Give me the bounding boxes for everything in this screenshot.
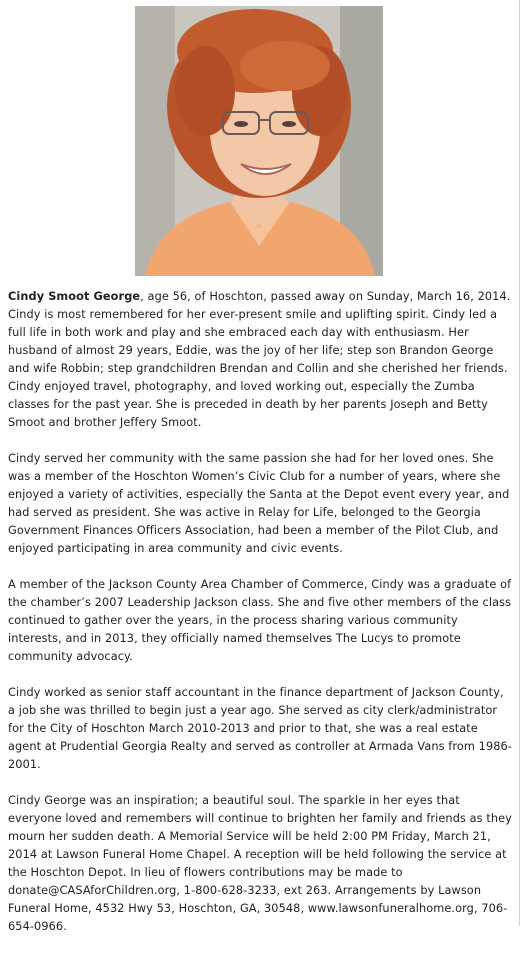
paragraph-intro [8, 288, 512, 432]
deceased-name: Cindy Smoot George [8, 290, 141, 303]
obituary-text [8, 288, 512, 954]
paragraph-memorial: Cindy George was an inspiration; a beautiful soul. The sparkle in her eyes that everyone loved and remembers will continue to brighten her family and friends as they mourn her sudden death. A Memorial Service will be held 2:00 PM Friday, March 21, 2014 at Lawson Funeral Home Chapel. A reception will be held following the service at the Hoschton Depot. In lieu of flowers contributions may be made to donate@CASAforChildren.org, 1-800-628-3233, ext 263. Arrangements by Lawson Funeral Home, 4532 Hwy 53, Hoschton, GA, 30548, www.lawsonfuneralhome.org, 706-654-0966. [8, 794, 512, 933]
paragraph-community: Cindy served her community with the same passion she had for her loved ones. She was a member of the Hoschton Women’s Civic Club for a number of years, where she enjoyed a variety of activities, especially the Santa at the Depot event every year, and had served as president. She was active in Relay for Life, belonged to the Georgia Government Finances Officers Association, had been a member of the Pilot Club, and enjoyed participating in area community and civic events. [8, 452, 510, 555]
portrait-photo-icon [135, 6, 383, 276]
intro-text: , age 56, of Hoschton, passed away on Sunday, March 16, 2014. Cindy is most remembered for her ever-present smile and uplifting spirit. Cindy led a full life in both work and play and she embraced each day with enthusiasm. Her husband of almost 29 years, Eddie, was the joy of her life; step son Brandon George and wife Robbin; step grandchildren Brendan and Collin and she cherished her friends. Cindy enjoyed travel, photography, and loved working out, especially the Zumba classes for the past year. She is preceded in death by her parents Joseph and Betty Smoot and brother Jeffery Smoot. [8, 290, 511, 429]
paragraph-chamber: A member of the Jackson County Area Chamber of Commerce, Cindy was a graduate of the chamber’s 2007 Leadership Jackson class. She and five other members of the class continued to gather over the years, in the process sharing various community interests, and in 2013, they officially named themselves The Lucys to promote community advocacy. [8, 578, 512, 663]
paragraph-career: Cindy worked as senior staff accountant in the finance department of Jackson County, a job she was thrilled to begin just a year ago. She served as city clerk/administrator for the City of Hoschton March 2010-2013 and prior to that, she was a real estate agent at Prudential Georgia Realty and served as controller at Armada Vans from 1986-2001. [8, 686, 512, 771]
portrait-photo [135, 6, 383, 276]
page-divider [519, 0, 520, 926]
